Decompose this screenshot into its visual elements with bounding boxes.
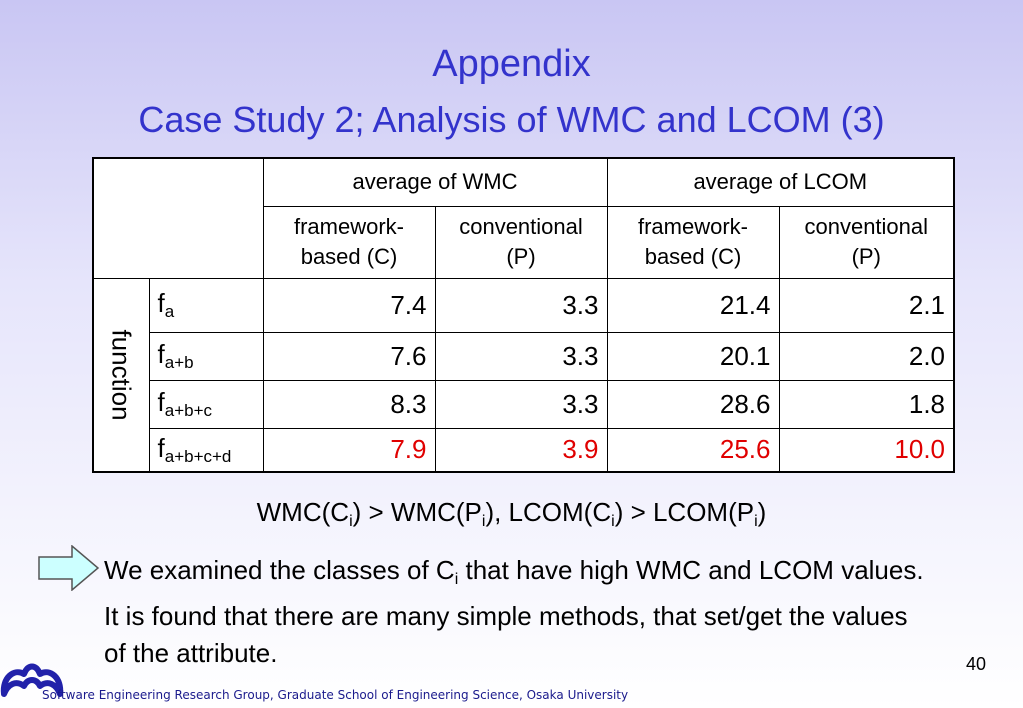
- subheader-lcom-framework: framework- based (C): [607, 206, 779, 278]
- function-name: $f_a$: [149, 278, 263, 332]
- value-cell: 28.6: [607, 380, 779, 428]
- value-cell: 3.3: [435, 332, 607, 380]
- value-cell: 2.0: [779, 332, 954, 380]
- value-cell-highlighted: 10.0: [779, 428, 954, 472]
- header-wmc: average of WMC: [263, 158, 607, 206]
- function-name: $f_{a+b+c+d}$: [149, 428, 263, 472]
- right-arrow-icon: [38, 545, 100, 591]
- subheader-wmc-conventional: conventional (P): [435, 206, 607, 278]
- footer-text: Software Engineering Research Group, Graduate School of Engineering Science, Osaka University: [42, 688, 629, 702]
- value-cell-highlighted: 3.9: [435, 428, 607, 472]
- value-cell: 1.8: [779, 380, 954, 428]
- value-cell: 3.3: [435, 278, 607, 332]
- comparison-formula: $WMC(C_i) > WMC(P_i)$, $LCOM(C_i)$ > $LCOM(P_i)$: [256, 497, 767, 530]
- metrics-table: [92, 157, 955, 473]
- function-label-cell: [93, 278, 149, 472]
- table-row: [93, 428, 954, 472]
- value-cell: 2.1: [779, 278, 954, 332]
- subheader-wmc-framework: framework- based (C): [263, 206, 435, 278]
- value-cell-highlighted: 25.6: [607, 428, 779, 472]
- table-row: [93, 278, 954, 332]
- value-cell: 8.3: [263, 380, 435, 428]
- value-cell: 7.6: [263, 332, 435, 380]
- slide-title: Appendix: [432, 43, 591, 85]
- header-lcom: average of LCOM: [607, 158, 954, 206]
- function-label: function: [106, 329, 137, 421]
- function-name: $f_{a+b+c}$: [149, 380, 263, 428]
- empty-corner-cell: [93, 158, 263, 278]
- page-number: 40: [966, 654, 987, 674]
- value-cell: 21.4: [607, 278, 779, 332]
- value-cell: 3.3: [435, 380, 607, 428]
- subheader-lcom-conventional: conventional (P): [779, 206, 954, 278]
- function-name: $f_{a+b}$: [149, 332, 263, 380]
- conclusion-text: We examined the classes of $C_i$ that have high WMC and LCOM values. It is found that there are many simple methods, that set/get the values of the attribute.: [104, 555, 924, 668]
- table-row: [93, 380, 954, 428]
- table-row: [93, 332, 954, 380]
- slide-subtitle: Case Study 2; Analysis of WMC and LCOM (3): [138, 99, 885, 140]
- value-cell: 7.4: [263, 278, 435, 332]
- value-cell: 20.1: [607, 332, 779, 380]
- value-cell-highlighted: 7.9: [263, 428, 435, 472]
